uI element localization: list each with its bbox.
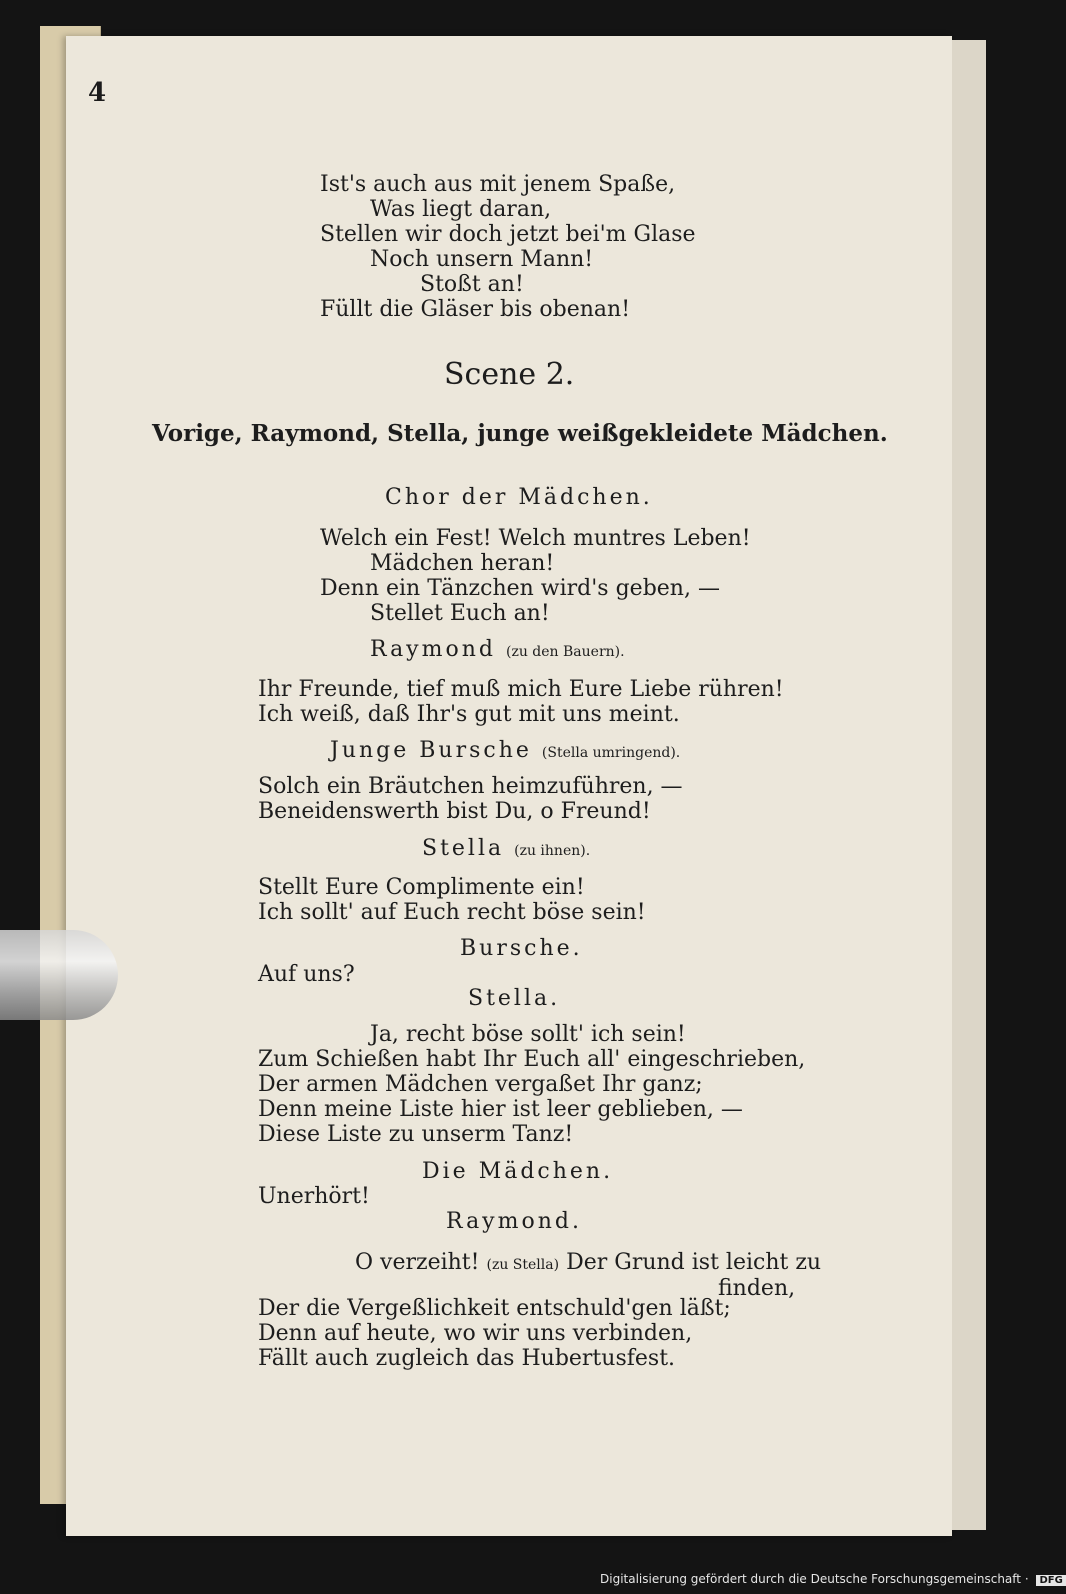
dfg-logo: DFG	[1036, 1575, 1065, 1586]
speaker-name: Stella.	[468, 986, 561, 1011]
verse-line: Welch ein Fest! Welch muntres Leben!	[320, 526, 751, 551]
stage-direction: (zu den Bauern).	[505, 644, 625, 660]
speaker-name: Chor der Mädchen.	[385, 485, 653, 510]
speaker-name: Junge Bursche	[330, 738, 532, 763]
speaker-name: Bursche.	[460, 936, 583, 961]
verse-line: Mädchen heran!	[370, 551, 555, 576]
page-number: 4	[88, 78, 107, 108]
verse-line: Stellen wir doch jetzt bei'm Glase	[320, 222, 696, 247]
verse-line: Beneidenswerth bist Du, o Freund!	[258, 799, 651, 824]
speaker-line	[370, 637, 625, 665]
verse-line: Unerhört!	[258, 1184, 370, 1209]
verse-line: Noch unsern Mann!	[370, 247, 594, 272]
verse-line-carryover: finden,	[718, 1276, 796, 1301]
page-clip	[0, 930, 118, 1020]
verse-line: Zum Schießen habt Ihr Euch all' eingeschrieben,	[258, 1047, 806, 1072]
verse-line: Stoßt an!	[420, 272, 524, 297]
verse-text: O verzeiht!	[355, 1250, 480, 1275]
stage-direction: (zu Stella)	[486, 1257, 560, 1273]
verse-line: Fällt auch zugleich das Hubertusfest.	[258, 1346, 676, 1371]
verse-line: Der armen Mädchen vergaßet Ihr ganz;	[258, 1072, 703, 1097]
scene-heading: Scene 2.	[444, 357, 575, 392]
speaker-name: Raymond.	[446, 1209, 582, 1234]
verse-line: Solch ein Bräutchen heimzuführen, —	[258, 774, 683, 799]
stage-direction: (zu ihnen).	[514, 843, 591, 859]
speaker-name: Stella	[422, 836, 505, 861]
verse-line: Auf uns?	[258, 962, 355, 987]
verse-line	[355, 1250, 821, 1278]
verse-line: Ja, recht böse sollt' ich sein!	[370, 1022, 686, 1047]
footer-credit	[600, 1572, 1063, 1586]
speaker-name: Raymond	[370, 637, 496, 662]
verse-line: Was liegt daran,	[370, 197, 552, 222]
verse-line: Denn auf heute, wo wir uns verbinden,	[258, 1321, 693, 1346]
verse-line: Stellet Euch an!	[370, 601, 550, 626]
stage-direction: (Stella umringend).	[541, 745, 681, 761]
speaker-line	[422, 836, 590, 864]
verse-line: Füllt die Gläser bis obenan!	[320, 297, 631, 322]
footer-text: Digitalisierung gefördert durch die Deutsche Forschungsgemeinschaft ·	[600, 1572, 1029, 1586]
verse-line: Ihr Freunde, tief muß mich Eure Liebe rühren!	[258, 677, 784, 702]
verse-line: Ich weiß, daß Ihr's gut mit uns meint.	[258, 702, 680, 727]
next-page-edge	[952, 40, 986, 1530]
verse-text: Der Grund ist leicht zu	[566, 1250, 822, 1275]
speaker-name: Die Mädchen.	[422, 1159, 614, 1184]
verse-line: Ist's auch aus mit jenem Spaße,	[320, 172, 676, 197]
verse-line: Ich sollt' auf Euch recht böse sein!	[258, 900, 646, 925]
verse-line: Stellt Eure Complimente ein!	[258, 875, 585, 900]
speaker-line	[330, 738, 680, 766]
verse-line: Denn ein Tänzchen wird's geben, —	[320, 576, 720, 601]
verse-line: Denn meine Liste hier ist leer geblieben, —	[258, 1097, 743, 1122]
verse-line: Der die Vergeßlichkeit entschuld'gen läßt;	[258, 1296, 731, 1321]
verse-line: Diese Liste zu unserm Tanz!	[258, 1122, 574, 1147]
cast-list: Vorige, Raymond, Stella, junge weißgekleidete Mädchen.	[152, 420, 888, 447]
